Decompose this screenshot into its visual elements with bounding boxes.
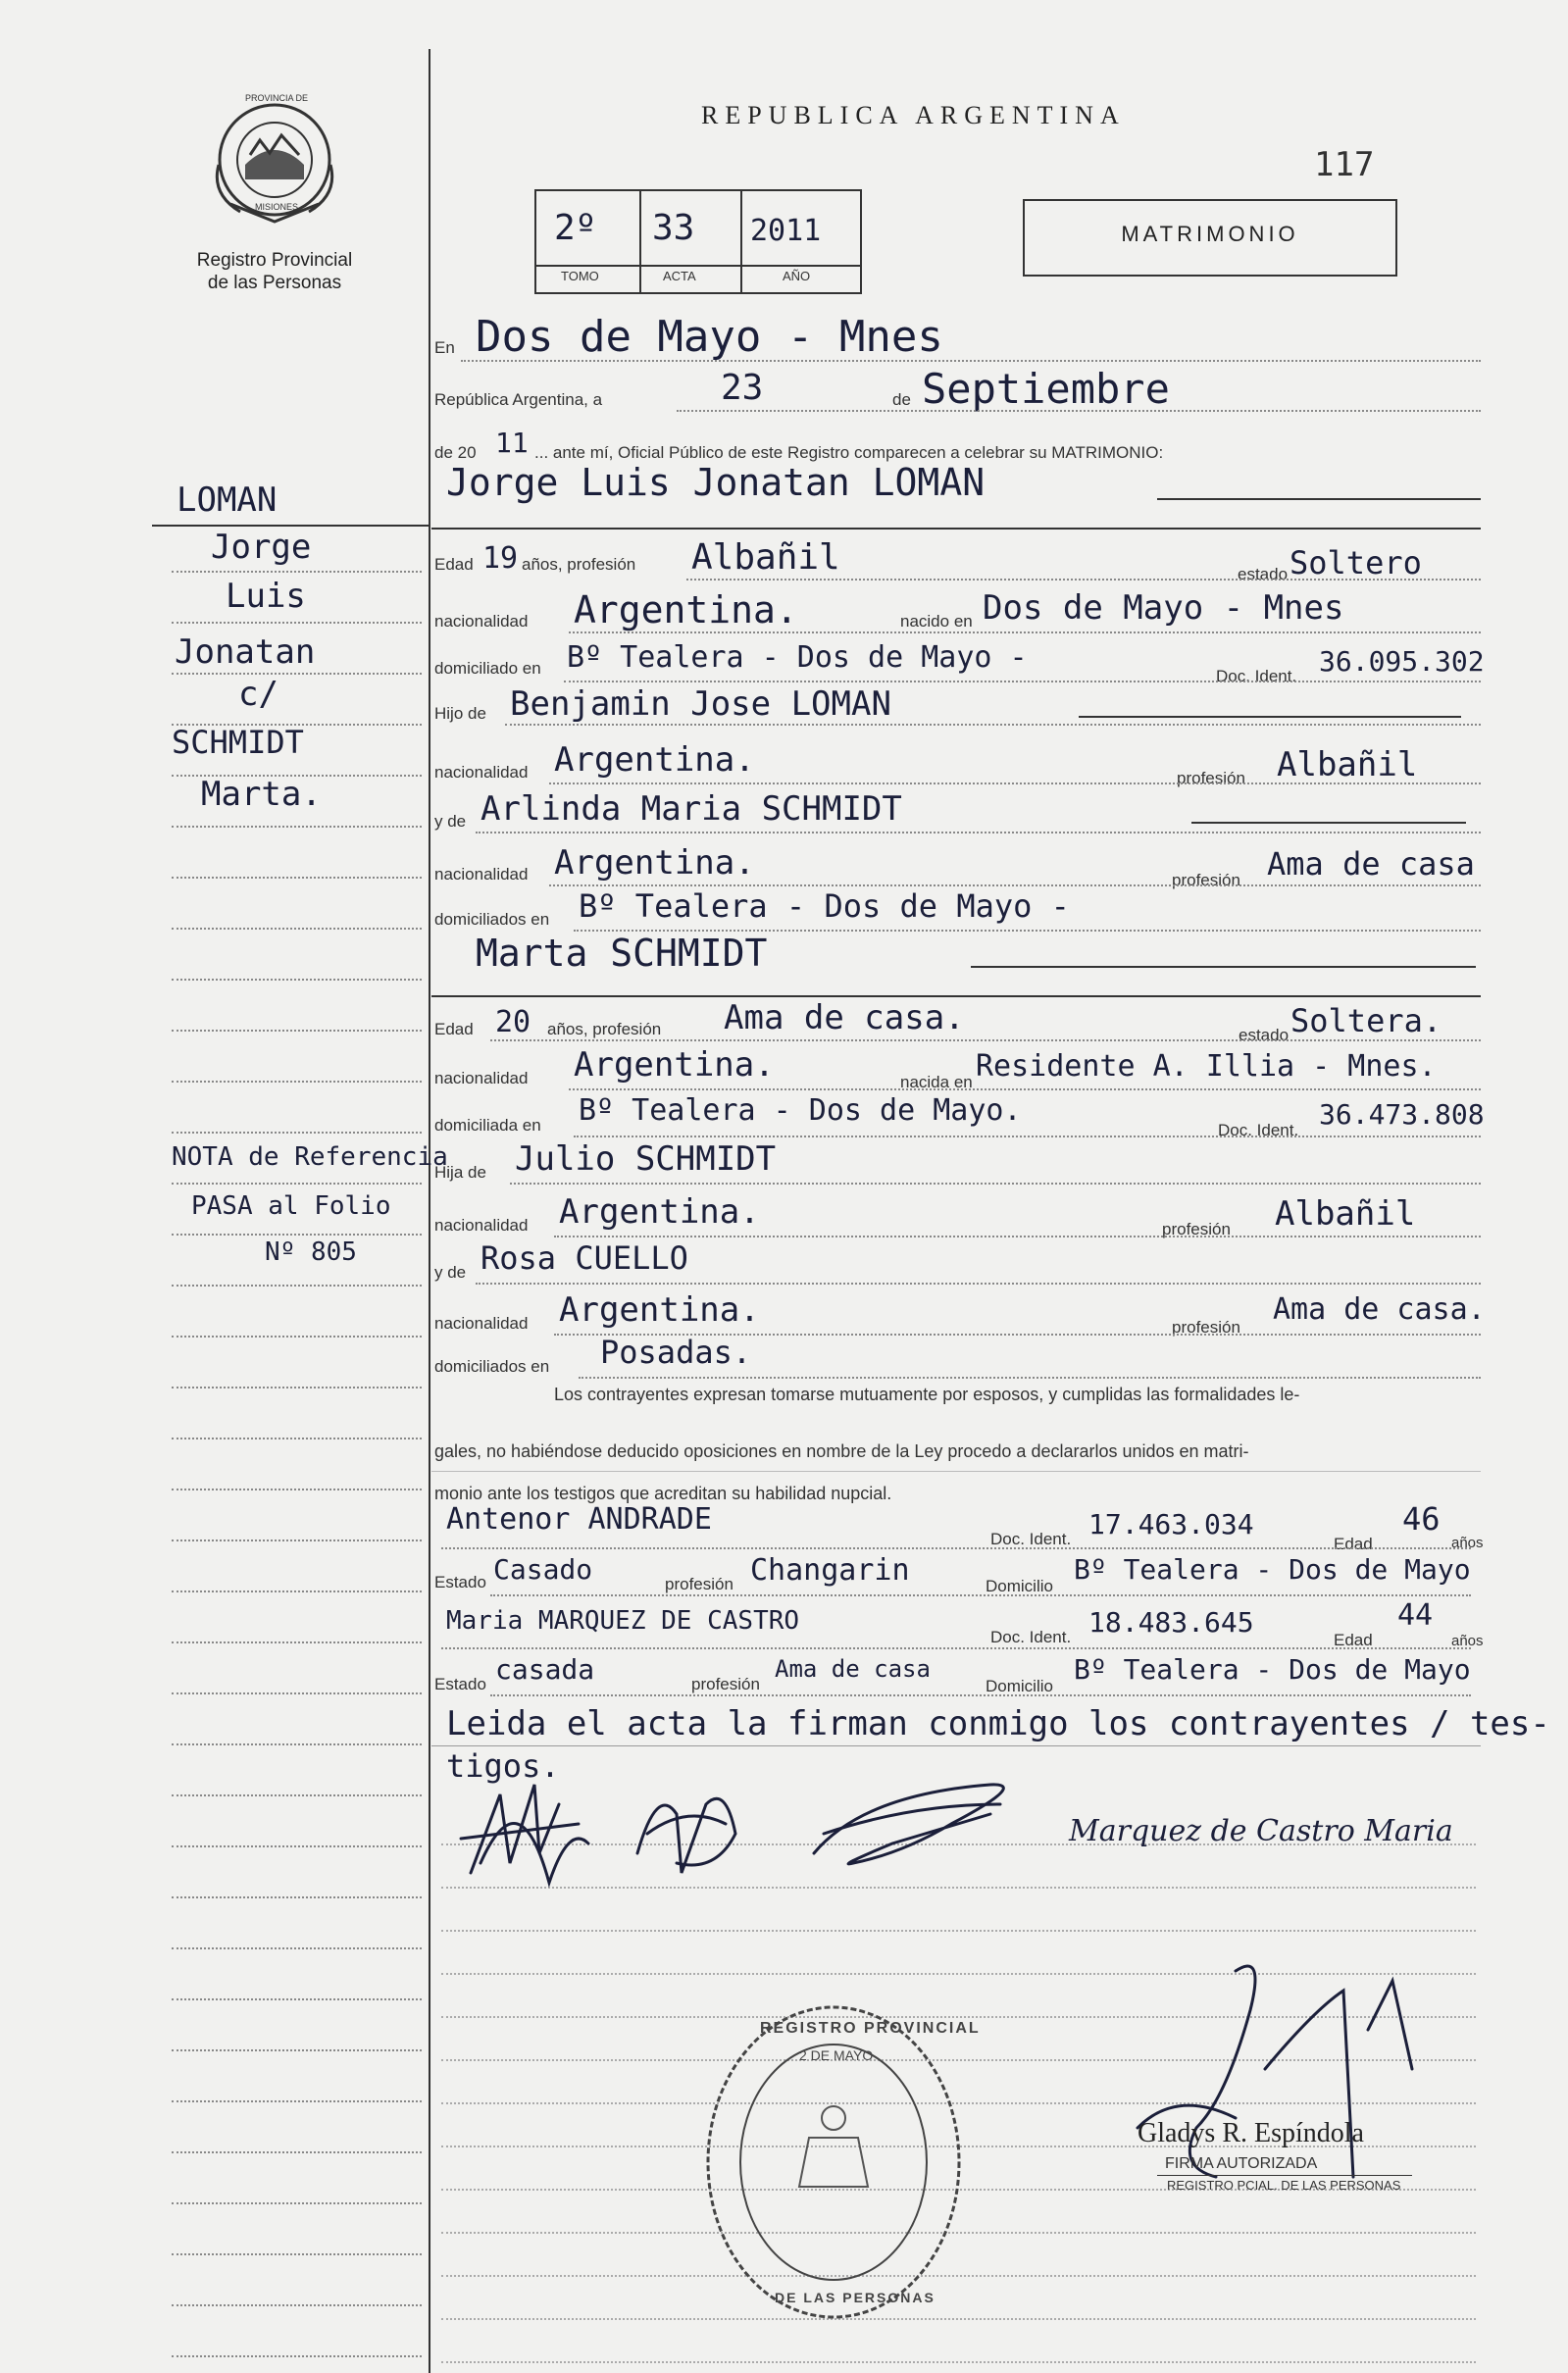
bride-hija-label: Hija de bbox=[434, 1163, 486, 1182]
margin-rule bbox=[172, 1438, 422, 1439]
place: Dos de Mayo - Mnes bbox=[476, 312, 943, 362]
groom-profession: Albañil bbox=[691, 537, 840, 578]
margin-rule bbox=[172, 826, 422, 828]
seal-text-top: PROVINCIA DE bbox=[244, 93, 308, 103]
margin-rule bbox=[172, 1540, 422, 1541]
w1-doc-label: Doc. Ident. bbox=[990, 1530, 1072, 1548]
groom-domicile: Bº Tealera - Dos de Mayo - bbox=[567, 640, 1028, 675]
margin-rule bbox=[172, 724, 422, 726]
margin-rule bbox=[172, 1590, 422, 1592]
republic-label: República Argentina, a bbox=[434, 390, 603, 409]
margin-rule bbox=[172, 1285, 422, 1287]
witness-signature: Marquez de Castro Maria bbox=[1069, 1814, 1453, 1848]
ano-label: AÑO bbox=[783, 269, 811, 283]
groom-mother-profesion-label: profesión bbox=[1172, 871, 1240, 889]
bride-nacida-label: nacida en bbox=[900, 1073, 973, 1091]
official-title2: REGISTRO PCIAL. DE LAS PERSONAS bbox=[1167, 2178, 1401, 2193]
groom-full-name: Jorge Luis Jonatan LOMAN bbox=[446, 461, 986, 504]
de-label: de bbox=[892, 390, 911, 409]
statement-line1: Los contrayentes expresan tomarse mutuamente por esposos, y cumplidas las formalidades le- bbox=[554, 1385, 1300, 1404]
margin-rule bbox=[172, 2202, 422, 2204]
margin-rule bbox=[172, 979, 422, 981]
witness1-doc: 17.463.034 bbox=[1088, 1508, 1254, 1540]
margin-rule bbox=[172, 1743, 422, 1745]
w2-edad-label: Edad bbox=[1334, 1631, 1373, 1649]
body-rule bbox=[441, 2361, 1476, 2363]
groom-nationality: Argentina. bbox=[574, 588, 798, 631]
bride-father: Julio SCHMIDT bbox=[515, 1139, 777, 1179]
tomo-label: TOMO bbox=[561, 269, 599, 283]
groom-age: 19 bbox=[482, 541, 519, 576]
bride-doc: 36.473.808 bbox=[1319, 1098, 1485, 1131]
witness2-name: Maria MARQUEZ DE CASTRO bbox=[446, 1606, 800, 1636]
bride-age: 20 bbox=[495, 1005, 531, 1039]
stamp-top: REGISTRO PROVINCIAL bbox=[760, 2020, 981, 2037]
margin-rule bbox=[172, 1183, 422, 1185]
registry-line2: de las Personas bbox=[207, 273, 342, 293]
margin-rule bbox=[172, 1081, 422, 1083]
witness1-profession: Changarin bbox=[750, 1553, 910, 1588]
margin-rule bbox=[172, 1489, 422, 1490]
bride-edad-label: Edad bbox=[434, 1020, 474, 1038]
statement-line3: monio ante los testigos que acreditan su habilidad nupcial. bbox=[434, 1484, 892, 1503]
witness2-profession: Ama de casa bbox=[775, 1655, 931, 1683]
body-rule bbox=[441, 1930, 1476, 1932]
witness1-status: Casado bbox=[493, 1553, 593, 1586]
bride-mother-nationality: Argentina. bbox=[559, 1290, 760, 1330]
groom-father-nacionalidad-label: nacionalidad bbox=[434, 763, 529, 782]
groom-doc: 36.095.302 bbox=[1319, 645, 1485, 678]
margin-groom-surname: LOMAN bbox=[177, 480, 278, 520]
bride-nacionalidad-label: nacionalidad bbox=[434, 1069, 529, 1087]
margin-rule bbox=[172, 2304, 422, 2306]
w2-anos-label: años bbox=[1451, 1633, 1484, 1649]
margin-bride-name: Marta. bbox=[201, 775, 322, 814]
margin-rule bbox=[172, 673, 422, 675]
margin-rule bbox=[172, 622, 422, 624]
margin-rule bbox=[172, 1641, 422, 1643]
bride-estado-label: estado bbox=[1239, 1026, 1290, 1044]
margin-rule bbox=[172, 2151, 422, 2153]
bride-domiciliada-label: domiciliada en bbox=[434, 1116, 541, 1135]
bride-full-name: Marta SCHMIDT bbox=[476, 932, 768, 975]
official-title1: FIRMA AUTORIZADA bbox=[1165, 2155, 1318, 2172]
w2-doc-label: Doc. Ident. bbox=[990, 1628, 1072, 1646]
margin-rule bbox=[172, 1336, 422, 1338]
witness2-age: 44 bbox=[1397, 1598, 1434, 1633]
day: 23 bbox=[721, 368, 764, 408]
groom-mother-nationality: Argentina. bbox=[554, 843, 755, 883]
bride-profession: Ama de casa. bbox=[724, 998, 965, 1037]
bride-doc-label: Doc. Ident. bbox=[1218, 1121, 1299, 1139]
bride-nationality: Argentina. bbox=[574, 1045, 775, 1085]
margin-groom-name1: Jorge bbox=[211, 528, 312, 567]
bride-civil-status: Soltera. bbox=[1290, 1002, 1442, 1039]
bride-father-profession: Albañil bbox=[1275, 1194, 1416, 1234]
margin-rule bbox=[172, 928, 422, 930]
groom-hijo-label: Hijo de bbox=[434, 704, 486, 723]
seal-text-bottom: MISIONES bbox=[254, 202, 298, 212]
country-title: REPUBLICA ARGENTINA bbox=[701, 101, 1126, 129]
bride-yde-label: y de bbox=[434, 1263, 467, 1282]
margin-note-line2: PASA al Folio bbox=[191, 1191, 391, 1221]
margin-rule bbox=[172, 1998, 422, 2000]
w1-estado-label: Estado bbox=[434, 1573, 486, 1591]
groom-domiciliados-label: domiciliados en bbox=[434, 910, 550, 929]
bride-mother-profesion-label: profesión bbox=[1172, 1318, 1240, 1337]
w2-domicilio-label: Domicilio bbox=[986, 1677, 1053, 1695]
witness1-age: 46 bbox=[1402, 1500, 1441, 1538]
groom-father-nationality: Argentina. bbox=[554, 740, 755, 780]
groom-father: Benjamin Jose LOMAN bbox=[510, 684, 891, 724]
margin-divider bbox=[429, 49, 430, 2373]
de20-label: de 20 bbox=[434, 443, 477, 462]
w2-profesion-label: profesión bbox=[691, 1675, 760, 1693]
bride-profesion-label: años, profesión bbox=[547, 1020, 662, 1038]
month: Septiembre bbox=[922, 365, 1170, 413]
w2-estado-label: Estado bbox=[434, 1675, 486, 1693]
groom-yde-label: y de bbox=[434, 812, 467, 831]
margin-groom-name2: Luis bbox=[226, 577, 306, 616]
groom-birthplace: Dos de Mayo - Mnes bbox=[983, 588, 1344, 628]
margin-note-line3: Nº 805 bbox=[265, 1237, 357, 1267]
groom-mother-nacionalidad-label: nacionalidad bbox=[434, 865, 529, 884]
tomo-value: 2º bbox=[554, 208, 597, 248]
margin-bride-surname: SCHMIDT bbox=[172, 724, 304, 761]
margin-rule bbox=[172, 2049, 422, 2051]
bride-father-profesion-label: profesión bbox=[1162, 1220, 1231, 1238]
margin-rule bbox=[172, 2253, 422, 2255]
w1-profesion-label: profesión bbox=[665, 1575, 733, 1593]
w1-edad-label: Edad bbox=[1334, 1535, 1373, 1553]
ano-value: 2011 bbox=[750, 214, 822, 248]
groom-nacido-label: nacido en bbox=[900, 612, 973, 631]
statement-line2: gales, no habiéndose deducido oposiciones en nombre de la Ley procedo a declararlos unidos en matri- bbox=[434, 1441, 1249, 1461]
folio-number: 117 bbox=[1314, 145, 1375, 184]
margin-rule bbox=[172, 1030, 422, 1032]
witness2-status: casada bbox=[495, 1653, 595, 1686]
groom-profesion-label: años, profesión bbox=[522, 555, 636, 574]
bride-domiciliados-label: domiciliados en bbox=[434, 1357, 550, 1376]
groom-nacionalidad-label: nacionalidad bbox=[434, 612, 529, 631]
bride-parents-domicile: Posadas. bbox=[600, 1334, 752, 1371]
acta-label: ACTA bbox=[663, 269, 696, 283]
margin-rule bbox=[172, 1692, 422, 1694]
margin-rule bbox=[172, 1896, 422, 1898]
stamp-bottom: DE LAS PERSONAS bbox=[775, 2290, 936, 2305]
registry-line1: Registro Provincial bbox=[196, 250, 353, 271]
groom-mother: Arlinda Maria SCHMIDT bbox=[481, 789, 902, 829]
act-type: MATRIMONIO bbox=[1121, 222, 1299, 246]
margin-rule bbox=[172, 775, 422, 777]
groom-domiciliado-label: domiciliado en bbox=[434, 659, 541, 678]
groom-doc-label: Doc. Ident. bbox=[1216, 667, 1297, 685]
closing-line1: Leida el acta la firman conmigo los contrayentes / tes- bbox=[446, 1704, 1550, 1743]
groom-edad-label: Edad bbox=[434, 555, 474, 574]
bride-mother-nacionalidad-label: nacionalidad bbox=[434, 1314, 529, 1333]
margin-rule bbox=[172, 1947, 422, 1949]
intro-text: ... ante mí, Oficial Público de este Registro comparecen a celebrar su MATRIMONIO: bbox=[534, 443, 1164, 462]
en-label: En bbox=[434, 338, 455, 357]
closing-line2: tigos. bbox=[446, 1747, 560, 1785]
official-name: Gladys R. Espíndola bbox=[1138, 2118, 1364, 2148]
margin-rule bbox=[172, 1234, 422, 1236]
groom-father-profession: Albañil bbox=[1277, 745, 1418, 784]
margin-rule bbox=[172, 1132, 422, 1134]
w1-anos-label: años bbox=[1451, 1535, 1484, 1551]
margin-groom-name3: Jonatan bbox=[175, 632, 316, 672]
bride-father-nationality: Argentina. bbox=[559, 1192, 760, 1232]
groom-civil-status: Soltero bbox=[1290, 544, 1422, 581]
stamp-city: 2 DE MAYO bbox=[799, 2047, 874, 2063]
bride-mother: Rosa CUELLO bbox=[481, 1239, 688, 1277]
bride-mother-profession: Ama de casa. bbox=[1273, 1292, 1486, 1327]
groom-mother-profession: Ama de casa bbox=[1267, 845, 1475, 883]
margin-rule bbox=[172, 571, 422, 573]
bride-father-nacionalidad-label: nacionalidad bbox=[434, 1216, 529, 1235]
margin-rule bbox=[172, 877, 422, 879]
groom-estado-label: estado bbox=[1238, 565, 1289, 583]
margin-rule bbox=[172, 1387, 422, 1388]
acta-value: 33 bbox=[652, 208, 695, 248]
margin-rule bbox=[172, 2100, 422, 2102]
witness1-name: Antenor ANDRADE bbox=[446, 1502, 712, 1537]
margin-rule bbox=[172, 2355, 422, 2357]
bride-birthplace: Residente A. Illia - Mnes. bbox=[976, 1049, 1437, 1084]
witness2-domicile: Bº Tealera - Dos de Mayo bbox=[1074, 1653, 1471, 1686]
w1-domicilio-label: Domicilio bbox=[986, 1577, 1053, 1595]
witness1-domicile: Bº Tealera - Dos de Mayo bbox=[1074, 1553, 1471, 1586]
groom-parents-domicile: Bº Tealera - Dos de Mayo - bbox=[579, 887, 1070, 925]
bride-domicile: Bº Tealera - Dos de Mayo. bbox=[579, 1093, 1022, 1128]
margin-rule bbox=[172, 1845, 422, 1847]
margin-conjunction: c/ bbox=[238, 675, 278, 714]
margin-rule bbox=[172, 1794, 422, 1796]
witness2-doc: 18.483.645 bbox=[1088, 1606, 1254, 1639]
margin-note-line1: NOTA de Referencia bbox=[172, 1142, 448, 1172]
groom-father-profesion-label: profesión bbox=[1177, 769, 1245, 787]
year-suffix: 11 bbox=[495, 427, 529, 459]
